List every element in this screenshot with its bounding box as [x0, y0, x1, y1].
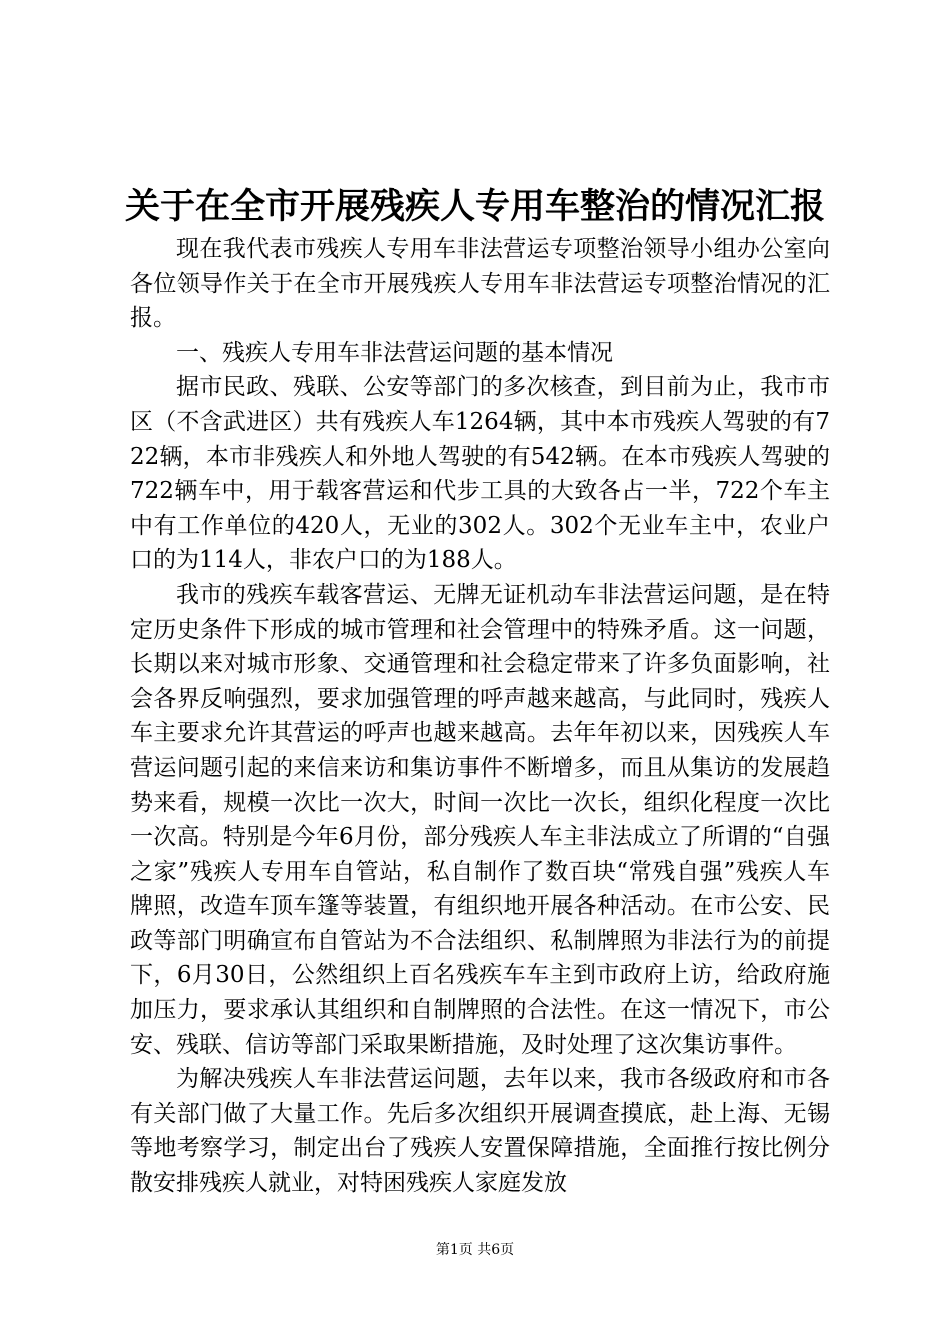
- paragraph-statistics: 据市民政、残联、公安等部门的多次核查，到目前为止，我市市区（不含武进区）共有残疾人车1264辆，其中本市残疾人驾驶的有722辆，本市非残疾人和外地人驾驶的有542辆。在本市残疾人驾驶的722辆车中，用于载客营运和代步工具的大致各占一半，722个车主中有工作单位的420人，无业的302人。302个无业车主中，农业户口的为114人，非农户口的为188人。: [130, 374, 830, 574]
- section-heading-1: 一、残疾人专用车非法营运问题的基本情况: [176, 339, 613, 366]
- paragraph-intro: 现在我代表市残疾人专用车非法营运专项整治领导小组办公室向各位领导作关于在全市开展残疾人专用车非法营运专项整治情况的汇报。: [130, 236, 830, 332]
- document-title: 关于在全市开展残疾人专用车整治的情况汇报: [124, 186, 825, 227]
- document-body: [130, 232, 830, 1201]
- paragraph-background: 我市的残疾车载客营运、无牌无证机动车非法营运问题，是在特定历史条件下形成的城市管理和社会管理中的特殊矛盾。这一问题，长期以来对城市形象、交通管理和社会稳定带来了许多负面影响，社会各界反响强烈，要求加强管理的呼声越来越高，与此同时，残疾人车主要求允许其营运的呼声也越来越高。去年年初以来，因残疾人车营运问题引起的来信来访和集访事件不断增多，而且从集访的发展趋势来看，规模一次比一次大，时间一次比一次长，组织化程度一次比一次高。特别是今年6月份，部分残疾人车主非法成立了所谓的“自强之家”残疾人专用车自管站，私自制作了数百块“常残自强”残疾人车牌照，改造车顶车篷等装置，有组织地开展各种活动。在市公安、民政等部门明确宣布自管站为不合法组织、私制牌照为非法行为的前提下，6月30日，公然组织上百名残疾车车主到市政府上访，给政府施加压力，要求承认其组织和自制牌照的合法性。在这一情况下，市公安、残联、信访等部门采取果断措施，及时处理了这次集访事件。: [130, 581, 830, 1058]
- page-footer: 第1页 共6页: [435, 1242, 515, 1258]
- paragraph-measures: 为解决残疾人车非法营运问题，去年以来，我市各级政府和市各有关部门做了大量工作。先后多次组织开展调查摸底，赴上海、无锡等地考察学习，制定出台了残疾人安置保障措施，全面推行按比例分散安排残疾人就业，对特困残疾人家庭发放: [130, 1066, 830, 1197]
